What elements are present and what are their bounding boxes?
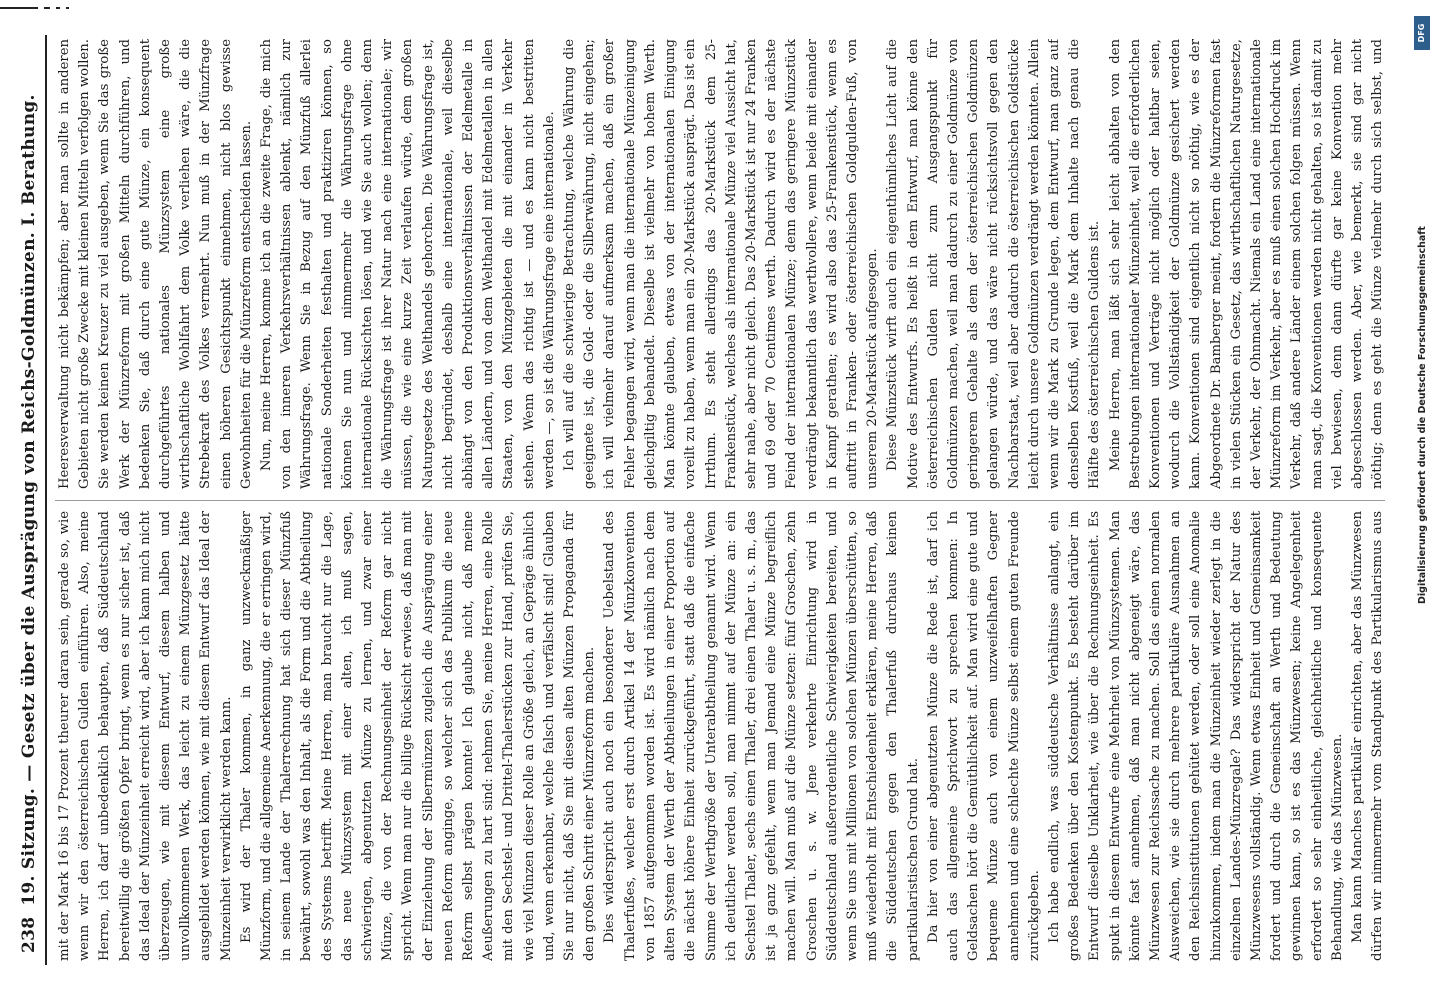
right-column — [55, 39, 1385, 489]
left-column — [55, 511, 1385, 961]
column-divider — [55, 500, 1385, 501]
paragraph: Heeresverwaltung nicht bekämpfen; aber man sollte in anderen Gebieten nicht große Zwecke mit kleinen Mitteln verfolgen wollen. Sie werden keinen Kreuzer zu viel ausgeben, wenn Sie das große Werk der Münzreform mit großen Mitteln durchführen, und bedenken Sie, daß durch eine gute Münze, ein konsequent durchgeführtes nationales Münzsystem eine große wirthschaftliche Wohlfahrt dem Volke verliehen wäre, die die Strebekraft des Volkes vermehrt. Nun muß in der Münzfrage einen höheren Gesichtspunkt einnehmen, nicht blos gewisse Gewohnheiten für die Münzreform entscheiden lassen. — [57, 39, 254, 489]
paragraph: Dies widerspricht auch noch ein besonderer Uebelstand des Thalerfußes, welcher erst durch Artikel 14 der Münzkonvention von 1857 aufgenommen worden ist. Es wird nämlich nach dem alten System der Werth der Abtheilungen in einer Proportion auf die nächst höhere Einheit zurückgeführt, statt daß die einfache Summe der Werthgröße der Unterabtheilung genannt wird. Wenn ich deutlicher werden soll, man nimmt auf der Münze an: ein Sechstel Thaler, sechs einen Thaler, drei einen Thaler u. s. m., das ist ja ganz gefehlt, wenn man Jemand eine Münze begreiflich machen will. Man muß auf die Münze setzen: fünf Groschen, zehn Groschen u. s. w. Jene verkehrte Einrichtung wird in Süddeutschland außerordentliche Schwierigkeiten bereiten, und wenn Sie uns mit Millionen von solchen Münzen überschütten, so muß wiederholt mit Entschiedenheit erklären, meine Herren, daß die Süddeutschen gegen den Thalerfuß durchaus keinen partikularistischen Grund hat. — [602, 511, 921, 961]
paragraph: Ich habe endlich, was süddeutsche Verhältnisse anlangt, ein großes Bedenken über den Kostenpunkt. Es besteht darüber im Entwurf dieselbe Unklarheit, wie über die Rechnungseinheit. Es spukt in diesem Entwurfe eine Mehrheit von Münzsystemen. Man könnte fast annehmen, daß man nicht abgeneigt wäre, das Münzwesen zur Reichssache zu machen. Soll das einen normalen Ausweichen, wie sie durch mehrere partikuläre Ausnahmen an den Reichsinstitutionen gehütet werden, oder soll eine Anomalie hinzukommen, indem man die Münzeinheit wieder zerlegt in die einzelnen Landes-Münzregale? Das widerspricht der Natur des Münzwesens vollständig. Wenn etwas Einheit und Gemeinsamkeit fordert und durch die Gemeinschaft an Werth und Bedeutung gewinnen kann, so ist es das Münzwesen; keine Angelegenheit erfordert so sehr einheitliche, gleichheitliche und konsequente Behandlung, wie das Münzwesen. — [1046, 511, 1345, 961]
paragraph: Meine Herren, man läßt sich sehr leicht abhalten von den Bestrebungen internationaler Münzeinheit, weil die erforderlichen Konventionen und Verträge nicht möglich oder haltbar seien, wodurch die Vollständigkeit der Goldmünze gesichert werden kann. Konventionen sind eigentlich nicht so nöthig, wie es der Abgeordnete Dr. Bamberger meint, fordern die Münzreformen fast in vielen Stücken ein Gesetz, das wirthschaftlichen Naturgesetze, der Verkehr, der Ohnmacht. Niemals ein Land eine internationale Münzreform im Verkehr, aber es muß einen solchen Hochdruck im Verkehr, daß andere Länder einem solchen folgen müssen. Wenn man sagt, die Konventionen werden nicht gehalten, so ist damit zu viel bewiesen, denn dann dürfte gar keine Konvention mehr abgeschlossen werden. Aber, wie bemerkt, sie sind gar nicht nöthig; denn es geht die Münze vielmehr durch sich selbst, und — [1107, 39, 1385, 489]
page-header — [15, 35, 47, 965]
running-title: 19. Sitzung. — Gesetz über die Ausprägung von Reichs-Goldmünzen. I. Berathung. — [19, 94, 39, 906]
paragraph: Es wird der Thaler kommen, in ganz unzweckmäßiger Münzform, und die allgemeine Anerkennung, die er erringen wird, in seinem Lande der Thalerrechnung hat sich dieser Münzfuß bewährt, sowohl was den Inhalt, als die Form und die Abtheilung des Systems betrifft. Meine Herren, man braucht nur die Lage, das neue Münzsystem mit einer alten, ich muß sagen, schwierigen, abgenutzten Münze zu lernen, und zwar einer Münze, die von der Rechnungseinheit der Reform gar nicht spricht. Wenn man nur die billige Rücksicht erwiese, daß man mit der Einziehung der Silbermünzen zugleich die Ausprägung einer neuen Reform anginge, so welcher sich das Publikum die neue Reform selbst prägen konnte! Ich glaube nicht, daß meine Aeußerungen zu hart sind: nehmen Sie, meine Herren, eine Rolle mit den Sechstel- und Drittel-Thalerstücken zur Hand, prüfen Sie, wie viel Münzen dieser Rolle an Größe gleich, an Gepräge ähnlich und, wenn erkennbar, welche falsch und verfälscht sind! Glauben Sie nur nicht, daß Sie mit diesen alten Münzen Propaganda für den großen Schritt einer Münzreform machen. — [238, 511, 598, 961]
page-number: 238 — [19, 916, 39, 953]
paragraph: mit der Mark 16 bis 17 Prozent theurer daran sein, gerade so, wie wenn wir den österreichischen Gulden einführen. Also, meine Herren, ich darf unbedenklich behaupten, daß Süddeutschland bereitwillig die größten Opfer bringt, wenn es nur sicher ist, daß das Ideal der Münzeinheit erreicht wird, aber ich kann mich nicht überzeugen, wie mit diesem Entwurf, diesem halben und unvollkommenen Werk, das leicht zu einem Münzgesetz hätte ausgebildet werden können, wie mit diesem Entwurf das Ideal der Münzeinheit verwirklicht werden kann. — [57, 511, 234, 961]
paragraph: Nun, meine Herren, komme ich an die zweite Frage, die mich von den inneren Verkehrsverhältnissen ablenkt, nämlich zur Währungsfrage. Wenn Sie in Bezug auf den Münzfuß allerlei nationale Sonderheiten festhalten und praktiziren können, so können Sie nun und nimmermehr die Währungsfrage ohne internationale Rücksichten lösen, und wie Sie auch wollen; denn die Währungsfrage ist ihrer Natur nach eine internationale; wir müssen, die wie eine kurze Zeit verlaufen würde, dem großen Naturgesetze des Welthandels gehorchen. Die Währungsfrage ist, nicht begründet, deshalb eine internationale, weil dieselbe abhängt von den Produktionsverhältnissen der Edelmetalle in allen Ländern, und von dem Welthandel mit Edelmetallen in allen Staaten, von den Münzgebieten die mit einander in Verkehr stehen. Wenn das richtig ist — und es kann nicht bestritten werden —, so ist die Währungsfrage eine internationale. — [259, 39, 557, 489]
paragraph: Diese Münzstück wirft auch ein eigenthümliches Licht auf die Motive des Entwurfs. Es heißt in dem Entwurf, man könne den österreichischen Gulden nicht zum Ausgangspunkt für Goldmünzen machen, weil man dadurch zu einer Goldmünze von geringerem Gehalte als dem der österreichischen Goldmünzen gelangen würde, und das wäre nicht rücksichtsvoll gegen den Nachbarstaat, weil aber dadurch die österreichischen Goldstücke leicht durch unsere Goldmünzen verdrängt werden könnten. Allein wenn wir die Mark zu Grunde legen, dem Entwurf, man ganz auf denselben Kostfuß, weil die Mark dem Inhalte nach genau die Hälfte des österreichischen Guldens ist. — [885, 39, 1103, 489]
digitization-note-text: Digitalisierung gefördert durch die Deutsche Forschungsgemeinschaft — [1417, 226, 1428, 604]
scan-edge — [0, 0, 1432, 14]
digitization-note — [1415, 14, 1432, 614]
paragraph: Da hier von einer abgenutzten Münze die Rede ist, darf ich auch das allgemeine Sprichwort zu sprechen kommen: In Geldsachen hört die Gemüthlichkeit auf. Man wird eine gute und bequeme Münze auch von einem unzweifelhaften Gegner annehmen und eine schlechte Münze selbst einem guten Freunde zurückgeben. — [925, 511, 1042, 961]
dfg-badge-label: DFG — [1417, 23, 1426, 43]
paragraph: Man kann Manches partikulär einrichten, aber das Münzwesen dürfen wir nimmermehr vom Standpunkt des Partikularismus aus — [1350, 511, 1385, 961]
paragraph: Ich will auf die schwierige Betrachtung, welche Währung die geeignete ist, die Gold- oder die Silberwährung, nicht eingehen; ich will vielmehr darauf aufmerksam machen, daß ein großer Fehler begangen wird, wenn man die internationale Münzeinigung gleichgiltig behandelt. Dieselbe ist vielmehr von hohem Werth. Man könnte glauben, etwas von der internationalen Einigung voreilt zu haben, wenn man ein 20-Markstück ausprägt. Das ist ein Irrthum. Es steht allerdings das 20-Markstück dem 25-Frankenstück, welches als internationale Münze viel Aussicht hat, sehr nahe, aber nicht gleich. Das 20-Markstück ist nur 24 Franken und 69 oder 70 Centimes werth. Dadurch wird es der nächste Feind der internationalen Münze; denn das geringere Münzstück verdrängt bekanntlich das werthvollere, wenn beide mit einander in Kampf gerathen; es wird also das 25-Frankenstück, wenn es auftritt in Franken- oder österreichischen Goldgulden-Fuß, von unserem 20-Markstück aufgesogen. — [562, 39, 881, 489]
rotated-page — [15, 35, 1395, 965]
text-columns — [55, 39, 1385, 961]
